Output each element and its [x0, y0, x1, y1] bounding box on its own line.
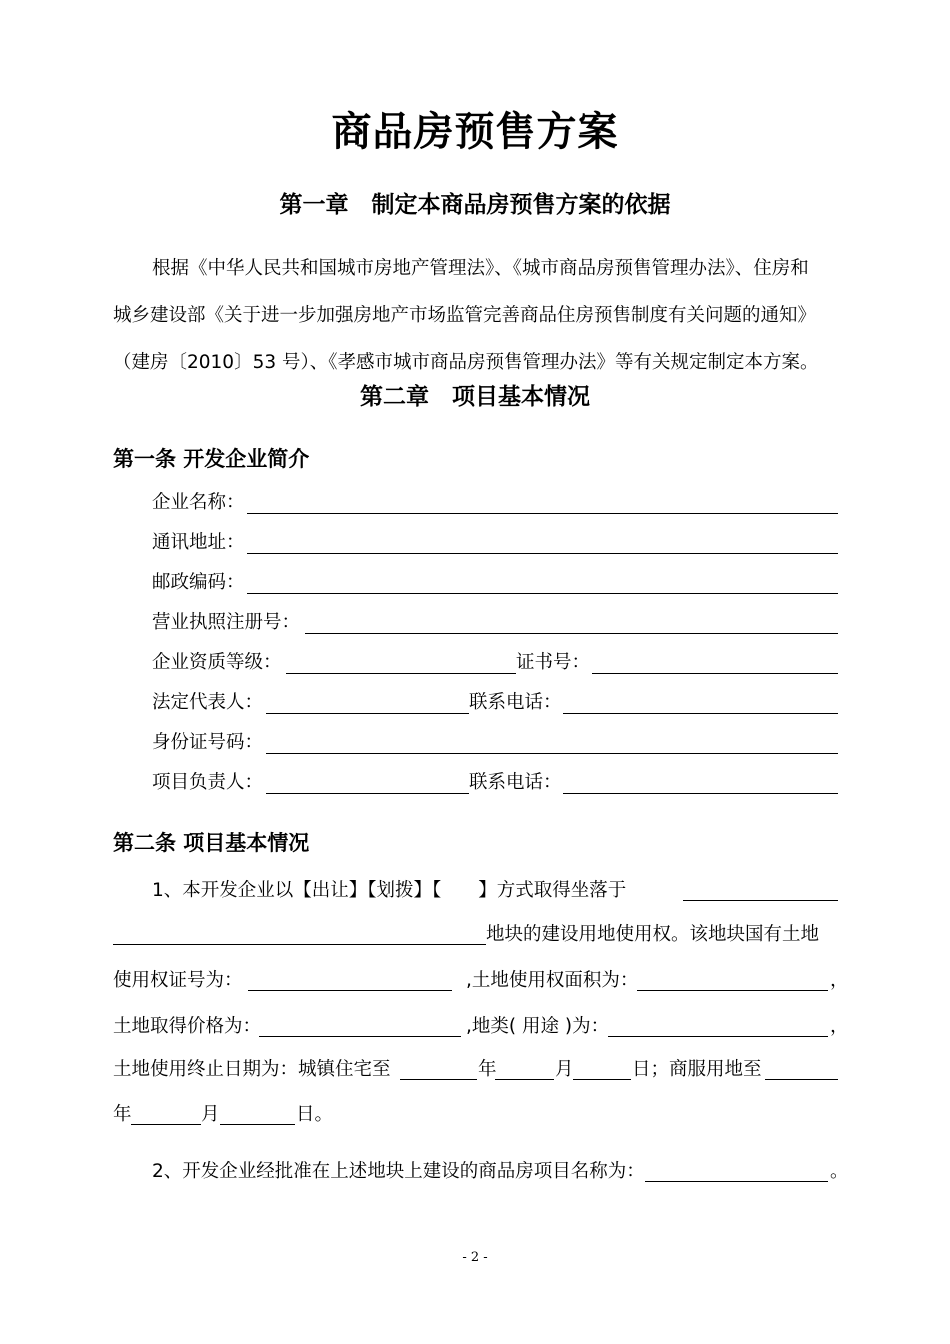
month-label-1: 月	[555, 1059, 574, 1080]
item-1-line-b: 地块的建设用地使用权。该地块国有土地	[486, 924, 820, 945]
license-number-blank[interactable]	[305, 633, 838, 634]
chapter-1-heading: 第一章 制定本商品房预售方案的依据	[279, 192, 671, 218]
chapter-1-paragraph-line-2: 城乡建设部《关于进一步加强房地产市场监管完善商品住房预售制度有关问题的通知》	[113, 305, 817, 326]
certificate-number-blank[interactable]	[592, 673, 838, 674]
chapter-1-paragraph-line-3: （建房〔2010〕53 号）、《孝感市城市商品房预售管理办法》等有关规定制定本方案。	[113, 352, 819, 373]
land-cert-label: 使用权证号为：	[113, 970, 243, 991]
year-label-2: 年	[113, 1104, 132, 1125]
article-2-heading: 第二条 项目基本情况	[113, 831, 310, 855]
postcode-blank[interactable]	[247, 593, 838, 594]
article-1-heading: 第一条 开发企业简介	[113, 447, 310, 471]
certificate-number-label: 证书号：	[516, 652, 591, 673]
comma-1: ，	[830, 970, 849, 991]
project-name-blank[interactable]	[645, 1181, 828, 1182]
phone-blank-1[interactable]	[563, 713, 838, 714]
item-2-text: 2、开发企业经批准在上述地块上建设的商品房项目名称为：	[152, 1161, 645, 1182]
company-name-label: 企业名称：	[152, 492, 245, 513]
postcode-label: 邮政编码：	[152, 572, 245, 593]
address-label: 通讯地址：	[152, 532, 245, 553]
day-end-label: 日。	[296, 1104, 334, 1125]
land-area-label: ,土地使用权面积为：	[466, 970, 639, 991]
item-1-line-a: 1、本开发企业以【出让】【划拨】【 】方式取得坐落于	[152, 880, 627, 901]
page-number: - 2 -	[462, 1250, 488, 1265]
residential-day-blank[interactable]	[573, 1079, 631, 1080]
land-cert-blank[interactable]	[248, 990, 452, 991]
month-label-2: 月	[201, 1104, 220, 1125]
id-number-blank[interactable]	[266, 753, 838, 754]
document-title: 商品房预售方案	[331, 109, 619, 155]
chapter-1-paragraph-line-1: 根据《中华人民共和国城市房地产管理法》、《城市商品房预售管理办法》、住房和	[152, 258, 809, 279]
company-name-blank[interactable]	[247, 513, 838, 514]
commercial-year-blank[interactable]	[765, 1079, 838, 1080]
qualification-blank[interactable]	[286, 673, 516, 674]
land-price-blank[interactable]	[259, 1036, 461, 1037]
residential-year-blank[interactable]	[400, 1079, 477, 1080]
year-label-1: 年	[478, 1059, 497, 1080]
item-2-end: 。	[830, 1161, 849, 1182]
address-blank[interactable]	[247, 553, 838, 554]
end-date-label: 土地使用终止日期为：城镇住宅至	[113, 1059, 391, 1080]
residential-month-blank[interactable]	[495, 1079, 554, 1080]
commercial-label: 日；商服用地至	[632, 1059, 762, 1080]
land-price-label: 土地取得价格为：	[113, 1016, 262, 1037]
legal-representative-blank[interactable]	[266, 713, 469, 714]
phone-label-2: 联系电话：	[469, 772, 562, 793]
project-lead-label: 项目负责人：	[152, 772, 264, 793]
location-blank-1[interactable]	[683, 900, 838, 901]
chapter-2-heading: 第二章 项目基本情况	[360, 384, 590, 410]
land-use-blank[interactable]	[608, 1036, 828, 1037]
qualification-label: 企业资质等级：	[152, 652, 282, 673]
land-use-label: ,地类( 用途 )为：	[466, 1016, 610, 1037]
id-number-label: 身份证号码：	[152, 732, 264, 753]
phone-label-1: 联系电话：	[469, 692, 562, 713]
project-lead-blank[interactable]	[266, 793, 469, 794]
commercial-day-blank[interactable]	[220, 1124, 295, 1125]
location-blank-2[interactable]	[113, 944, 486, 945]
legal-representative-label: 法定代表人：	[152, 692, 264, 713]
comma-2: ，	[830, 1016, 849, 1037]
license-number-label: 营业执照注册号：	[152, 612, 301, 633]
phone-blank-2[interactable]	[563, 793, 838, 794]
commercial-month-blank[interactable]	[131, 1124, 201, 1125]
land-area-blank[interactable]	[637, 990, 828, 991]
